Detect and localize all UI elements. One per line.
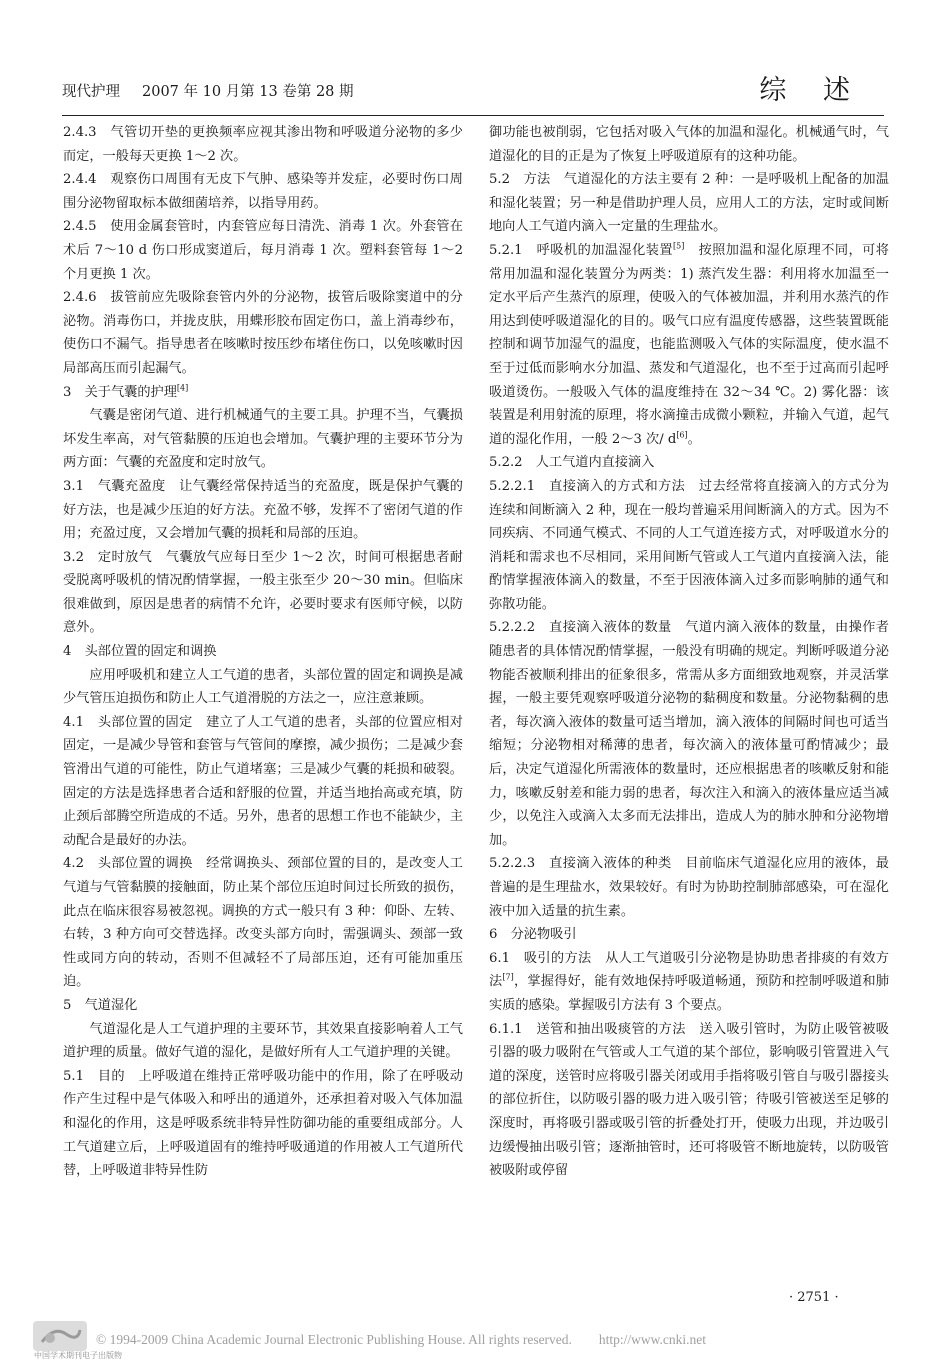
journal-name: 现代护理 <box>62 84 120 100</box>
paragraph-text: 2.4.4 观察伤口周围有无皮下气肿、感染等并发症，必要时伤口周围分泌物留取标本做细菌培养，以指导用药。 <box>63 172 463 211</box>
footer <box>0 1318 950 1366</box>
paragraph-text: 气囊是密闭气道、进行机械通气的主要工具。护理不当，气囊损坏发生率高，对气管黏膜的压迫也会增加。气囊护理的主要环节分为两方面：气囊的充盈度和定时放气。 <box>63 408 463 471</box>
paragraph-text: 2.4.3 气管切开垫的更换频率应视其渗出物和呼吸道分泌物的多少而定，一般每天更换 1～2 次。 <box>63 125 463 164</box>
paragraph-text: 5.2.2.3 直接滴入液体的种类 目前临床气道湿化应用的液体，最普遍的是生理盐水，效果较好。有时为协助控制肺部感染，可在湿化液中加入适量的抗生素。 <box>489 856 889 919</box>
paragraph <box>63 664 463 711</box>
paragraph <box>63 168 463 215</box>
paragraph-text: 2.4.5 使用金属套管时，内套管应每日清洗、消毒 1 次。外套管在术后 7～10 d 伤口形成窦道后，每月消毒 1 次。塑料套管每 1～2 个月更换 1 次。 <box>63 219 463 282</box>
paragraph-text: ，掌握得好，能有效地保持呼吸道畅通，预防和控制呼吸道和肺实质的感染。掌握吸引方法有 3 个要点。 <box>489 974 890 1013</box>
paragraph <box>489 451 889 475</box>
paragraph <box>489 168 889 239</box>
logo-text: 中国学术期刊电子出版物 <box>34 1351 122 1360</box>
citation-ref: [6] <box>676 430 688 440</box>
section-title: 综 述 <box>759 75 864 106</box>
paragraph <box>489 923 889 947</box>
paragraph <box>63 215 463 286</box>
copyright-notice: © 1994-2009 China Academic Journal Electronic Publishing House. All rights reserved. http://www.cnki.net <box>96 1332 707 1347</box>
paragraph-text: 5.2.2.2 直接滴入液体的数量 气道内滴入液体的数量，由操作者随患者的具体情况酌情掌握，一般没有明确的规定。判断呼吸道分泌物能否被顺利排出的征象很多，常需从多方面细致地观察，并灵活掌握，一般主要凭观察呼吸道分泌物的黏稠度和数量。分泌物黏稠的患者，每次滴入液体的数量可适当增加，滴入液体的间隔时间也可适当缩短；分泌物相对稀薄的患者，每次滴入的液体量可酌情减少；最后，决定气道湿化所需液体的数量时，还应根据患者的咳嗽反射和能力，咳嗽反射差和能力弱的患者，每次注入和滴入的液体量应适当减少，以免注入或滴入太多而无法排出，造成人为的肺水肿和分泌物增加。 <box>489 620 889 848</box>
paragraph <box>489 475 889 617</box>
citation-ref: [7] <box>502 972 514 982</box>
journal-info <box>62 80 354 101</box>
paragraph <box>63 475 463 546</box>
paragraph-text: 5.2 方法 气道湿化的方法主要有 2 种：一是呼吸机上配备的加温和湿化装置；另一种是借助护理人员，应用人工的方法，定时或间断地向人工气道内滴入一定量的生理盐水。 <box>489 172 889 235</box>
page-number: · 2751 · <box>789 1290 839 1305</box>
paragraph <box>63 1065 463 1183</box>
paragraph-text: 6.1.1 送管和抽出吸痰管的方法 送入吸引管时，为防止吸管被吸引器的吸力吸附在气管或人工气道的某个部位，影响吸引管置进入气道的深度，送管时应将吸引器关闭或用手指将吸引管自与吸引器接头的部位折住，以防吸引器的吸力进入吸引管；待吸引管被送至足够的深度时，再将吸引器或吸引管的折叠处打开，使吸力出现，并边吸引边缓慢抽出吸引管；逐渐抽管时，还可将吸管不断地旋转，以防吸管被吸附或停留 <box>489 1021 889 1179</box>
paragraph-text: 御功能也被削弱，它包括对吸入气体的加温和湿化。机械通气时，气道湿化的目的正是为了恢复上呼吸道原有的这种功能。 <box>489 125 889 164</box>
paragraph-text: 5.2.1 呼吸机的加温湿化装置 <box>489 242 674 258</box>
citation-ref: [4] <box>176 383 189 393</box>
paragraph-text: 3.1 气囊充盈度 让气囊经常保持适当的充盈度，既是保护气囊的好方法，也是减少压迫的好方法。充盈不够，发挥不了密闭气道的作用；充盈过度，又会增加气囊的损耗和局部的压迫。 <box>63 478 463 542</box>
paragraph <box>489 239 889 451</box>
issue-info: 2007 年 10 月第 13 卷第 28 期 <box>142 84 354 100</box>
paragraph-text: 按照加温和湿化原理不同，可将常用加温和湿化装置分为两类：1) 蒸汽发生器：利用将水加温至一定水平后产生蒸汽的原理，使吸入的气体被加温，并利用水蒸汽的作用达到使呼吸道湿化的目的。吸气口应有温度传感器，这些装置既能控制和调节加湿气的温度，也能监测吸入气体的实际温度，使水温不至于过低而影响水分加温、蒸发和气道湿化，也不至于过高而引起呼吸道烫伤。一般吸入气体的温度维持在 32～34 ℃。2) 雾化器：该装置是利用射流的原理，将水滴撞击成微小颗粒，并输入气道，起气道的湿化作用，一般 2～3 次/ d <box>489 242 889 447</box>
paragraph-text: 3 关于气囊的护理 <box>63 384 177 400</box>
paragraph-text: 气道湿化是人工气道护理的主要环节，其效果直接影响着人工气道护理的质量。做好气道的湿化，是做好所有人工气道护理的关键。 <box>63 1021 463 1061</box>
paragraph-text: 。 <box>687 431 701 447</box>
paragraph-text: 3.2 定时放气 气囊放气应每日至少 1～2 次，时间可根据患者耐受脱离呼吸机的情况酌情掌握，一般主张至少 20～30 min。但临床很难做到，原因是患者的病情不允许，必要时要求有医师守候，以防意外。 <box>63 549 463 636</box>
paragraph-text: 6 分泌物吸引 <box>489 927 577 943</box>
paragraph <box>63 286 463 380</box>
paragraph <box>63 994 463 1018</box>
paragraph <box>63 546 463 640</box>
paragraph <box>63 381 463 405</box>
paragraph <box>63 121 463 168</box>
paragraph-text: 5 气道湿化 <box>63 997 138 1013</box>
paragraph-text: 6.1 吸引的方法 从人工气道吸引分泌物是协助患者排痰的有效方法 <box>489 950 889 990</box>
header-rule <box>62 115 884 116</box>
running-header <box>62 68 890 108</box>
paragraph <box>489 947 889 1018</box>
paragraph <box>63 1018 463 1065</box>
right-column <box>489 121 889 1183</box>
paragraph-text: 4 头部位置的固定和调换 <box>63 644 217 660</box>
paragraph-text: 4.1 头部位置的固定 建立了人工气道的患者，头部的位置应相对固定，一是减少导管和套管与气管间的摩擦，减少损伤；二是减少套管滑出气道的可能性，防止气道堵塞；三是减少气囊的耗损和破裂。固定的方法是选择患者合适和舒服的位置，并适当地抬高或充填，防止颈后部腾空所造成的不适。另外，患者的思想工作也不能缺少，主动配合是最好的办法。 <box>63 714 463 848</box>
paragraph-text: 2.4.6 拔管前应先吸除套管内外的分泌物，拔管后吸除窦道中的分泌物。消毒伤口，并拢皮肤，用蝶形胶布固定伤口，盖上消毒纱布，使伤口不漏气。指导患者在咳嗽时按压纱布堵住伤口，以免咳嗽时因局部高压而引起漏气。 <box>63 290 463 376</box>
paragraph <box>63 404 463 475</box>
citation-ref: [5] <box>673 241 685 251</box>
paragraph <box>63 711 463 853</box>
paragraph <box>63 852 463 994</box>
paragraph-text: 4.2 头部位置的调换 经常调换头、颈部位置的目的，是改变人工气道与气管黏膜的接触面，防止某个部位压迫时间过长所致的损伤，此点在临床很容易被忽视。调换的方式一般只有 3 种：仰卧、左转、右转，3 种方向可交替选择。改变头部方向时，需强调头、颈部一致性或同方向的转动，否则不但减轻不了局部压迫，还有可能加重压迫。 <box>63 856 463 990</box>
paragraph-text: 5.1 目的 上呼吸道在维持正常呼吸功能中的作用，除了在呼吸动作产生过程中是气体吸入和呼出的通道外，还承担着对吸入气体加温和湿化的作用，这是呼吸系统非特异性防御功能的重要组成部分。人工气道建立后，上呼吸道固有的维持呼吸通道的作用被人工气道所代替，上呼吸道非特异性防 <box>63 1068 463 1179</box>
paragraph <box>63 640 463 664</box>
paragraph-text: 5.2.2.1 直接滴入的方式和方法 过去经常将直接滴入的方式分为连续和间断滴入 2 种，现在一般均普遍采用间断滴入的方式。因为不同疾病、不同通气模式、不同的人工气道连接方式，对呼吸道水分的消耗和需求也不尽相同，采用间断气管或人工气道内直接滴入法，能酌情掌握液体滴入的数量，不至于因液体滴入过多而影响肺的通气和弥散功能。 <box>489 478 889 612</box>
paragraph-text: 5.2.2 人工气道内直接滴入 <box>489 455 655 471</box>
paragraph <box>489 1018 889 1183</box>
paragraph-text: 应用呼吸机和建立人工气道的患者，头部位置的固定和调换是减少气管压迫损伤和防止人工气道滑脱的方法之一，应注意兼顾。 <box>63 667 463 707</box>
paragraph <box>489 616 889 852</box>
left-column <box>63 121 463 1183</box>
paragraph <box>489 121 889 168</box>
paragraph <box>489 852 889 923</box>
